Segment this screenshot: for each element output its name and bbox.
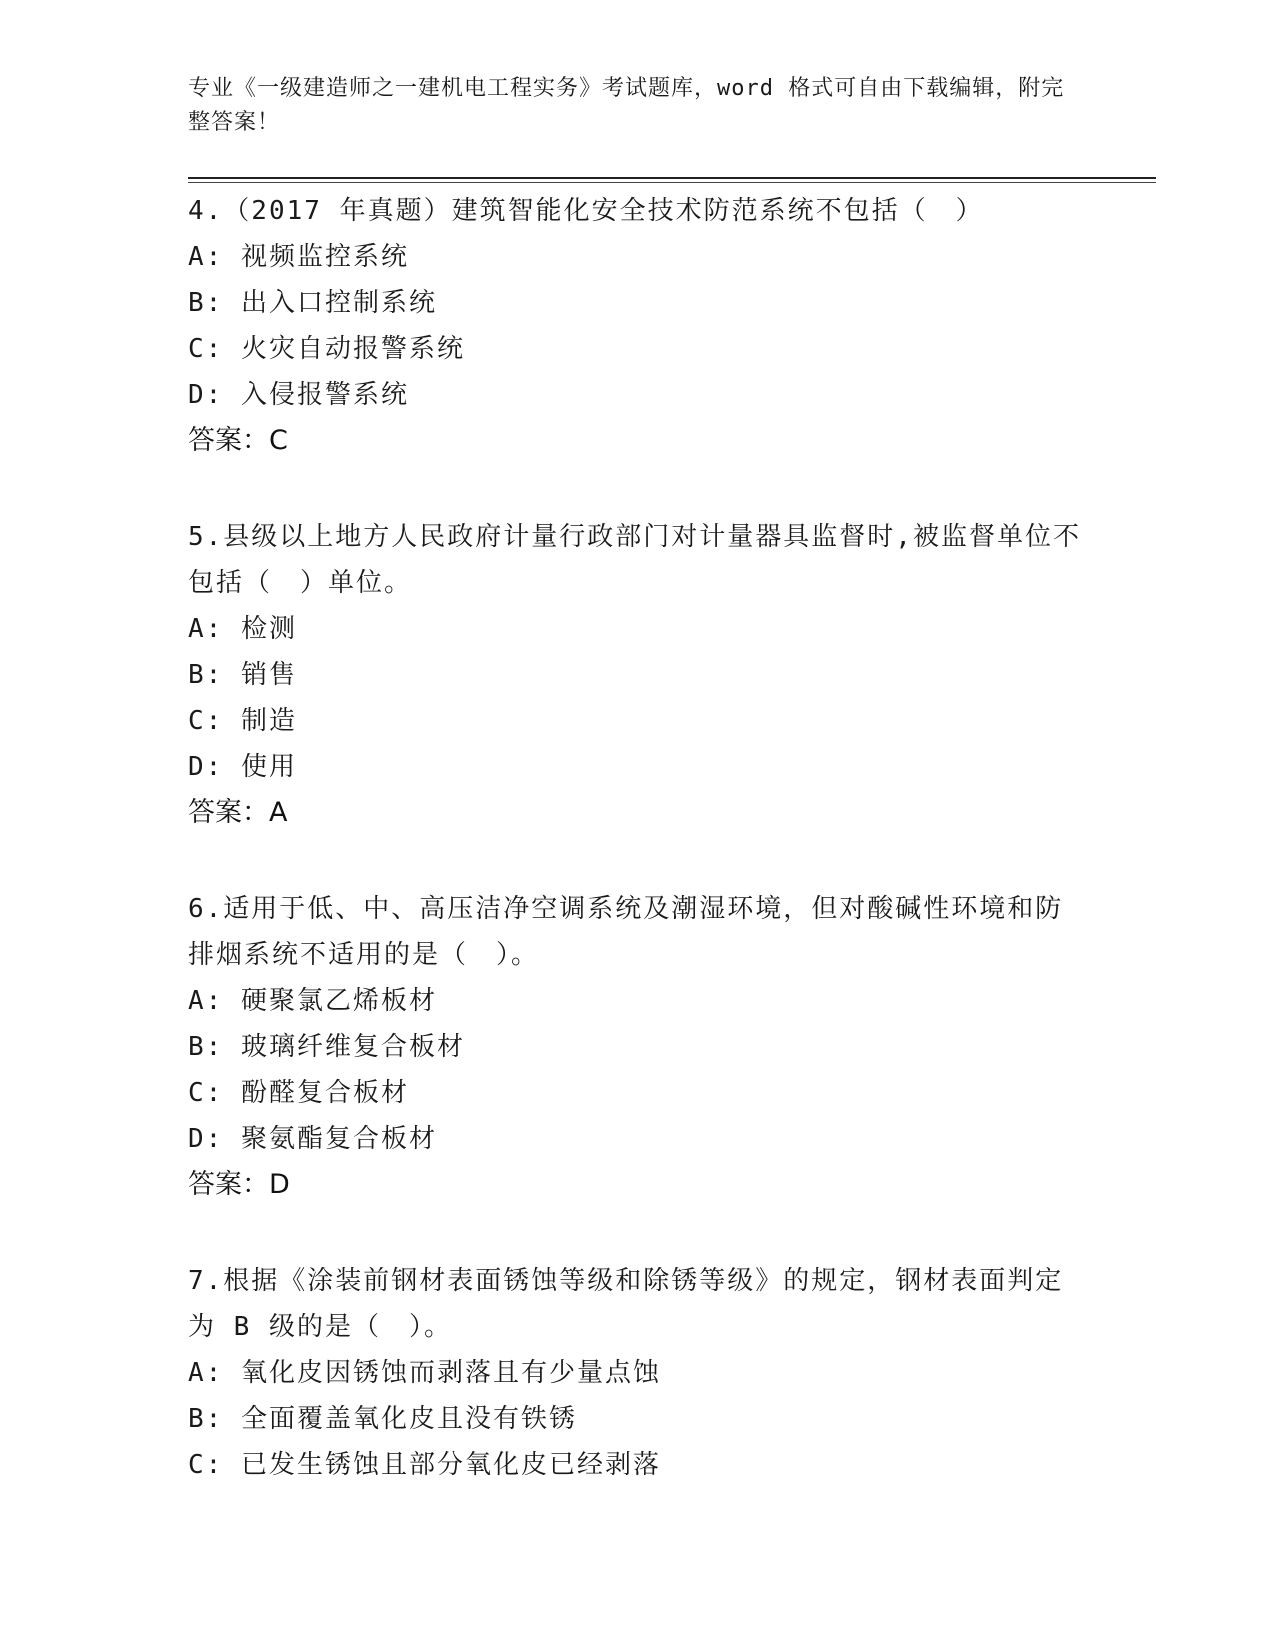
answer-line: 答案：C xyxy=(188,425,288,456)
option-c: C: 已发生锈蚀且部分氧化皮已经剥落 xyxy=(188,1450,661,1480)
option-a: A: 硬聚氯乙烯板材 xyxy=(188,986,437,1016)
header-divider-thin xyxy=(188,182,1156,183)
option-a: A: 视频监控系统 xyxy=(188,242,409,272)
option-a: A: 检测 xyxy=(188,614,297,644)
answer-line: 答案：D xyxy=(188,1169,290,1200)
option-b: B: 玻璃纤维复合板材 xyxy=(188,1032,465,1062)
question-stem: 4.（2017 年真题）建筑智能化安全技术防范系统不包括（ ） xyxy=(188,196,984,226)
option-c: C: 酚醛复合板材 xyxy=(188,1078,409,1108)
option-c: C: 火灾自动报警系统 xyxy=(188,334,465,364)
question-list xyxy=(188,188,1088,1538)
question-stem: 7.根据《涂装前钢材表面锈蚀等级和除锈等级》的规定，钢材表面判定为 B 级的是（ ）。 xyxy=(188,1266,1064,1342)
option-d: D: 使用 xyxy=(188,752,297,782)
option-d: D: 聚氨酯复合板材 xyxy=(188,1124,437,1154)
option-b: B: 销售 xyxy=(188,660,297,690)
option-c: C: 制造 xyxy=(188,706,297,736)
option-a: A: 氧化皮因锈蚀而剥落且有少量点蚀 xyxy=(188,1358,661,1388)
document-intro: 专业《一级建造师之一建机电工程实务》考试题库，word 格式可自由下载编辑，附完整答案！ xyxy=(188,76,1065,135)
question-5 xyxy=(188,514,1088,836)
header-divider-thick xyxy=(188,177,1156,179)
question-4 xyxy=(188,188,1088,464)
option-b: B: 出入口控制系统 xyxy=(188,288,437,318)
question-6 xyxy=(188,886,1088,1208)
option-b: B: 全面覆盖氧化皮且没有铁锈 xyxy=(188,1404,577,1434)
answer-line: 答案：A xyxy=(188,797,288,828)
question-7 xyxy=(188,1258,1088,1488)
option-d: D: 入侵报警系统 xyxy=(188,380,409,410)
question-stem: 5.县级以上地方人民政府计量行政部门对计量器具监督时,被监督单位不包括（ ）单位。 xyxy=(188,522,1081,598)
question-stem: 6.适用于低、中、高压洁净空调系统及潮湿环境，但对酸碱性环境和防排烟系统不适用的是（ ）。 xyxy=(188,894,1064,970)
